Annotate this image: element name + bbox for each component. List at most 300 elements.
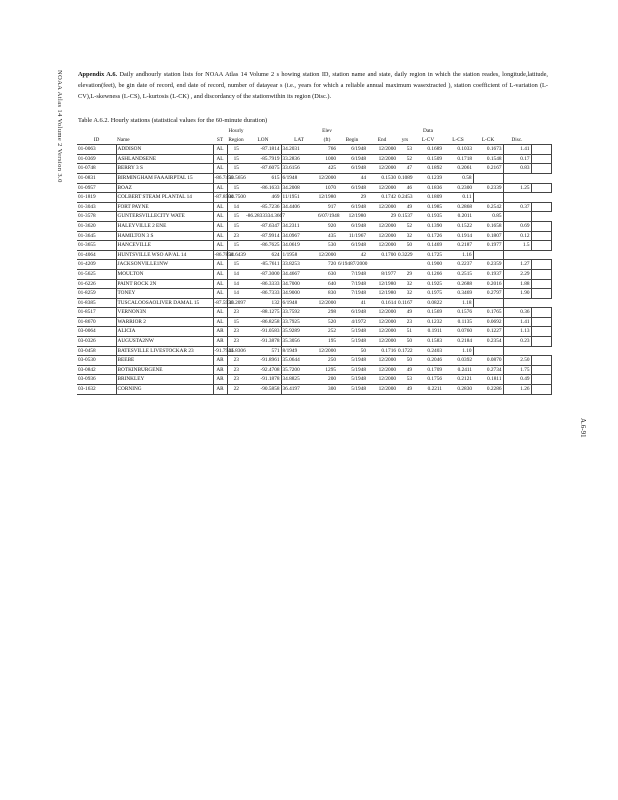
cell-pad [473, 346, 503, 356]
cell-id: 01-3578 [77, 212, 116, 222]
cell-st: AL [213, 231, 227, 241]
cell-region: 23 [227, 337, 245, 347]
cell-elev: 300 [317, 385, 337, 395]
table-row [77, 385, 551, 395]
cell-yrs: 49 [397, 365, 413, 375]
cell-lon: -90.5858 [245, 385, 281, 395]
cell-disc: 0.12 [503, 231, 531, 241]
cell-begin: 29 [337, 193, 367, 203]
cell-lcs: 0.2830 [443, 385, 473, 395]
cell-lcv: 0.1725 [413, 250, 443, 260]
cell-yrs: 50 [397, 356, 413, 366]
cell-name: HANCEVILLE [116, 241, 213, 251]
cell-begin: 6/19487/2000 [337, 260, 367, 270]
cell-yrs: 52 [397, 154, 413, 164]
table-row [77, 164, 551, 174]
cell-begin: 5/1948 [337, 385, 367, 395]
cell-elev: 640 [317, 279, 337, 289]
cell-lat: 34.7000 [281, 279, 317, 289]
cell-elev: 252 [317, 327, 337, 337]
cell-name: ADDISON [116, 145, 213, 155]
cell-pad [531, 308, 551, 318]
cell-lat: 33.2836 [281, 154, 317, 164]
cell-id: 01-3043 [77, 202, 116, 212]
cell-yrs: 32 [397, 231, 413, 241]
cell-st: AL [213, 279, 227, 289]
cell-lcs: 0.1576 [443, 308, 473, 318]
cell-disc: 1.41 [503, 317, 531, 327]
cell-end: 29 [367, 212, 397, 222]
cell-lat: 34.2031 [281, 145, 317, 155]
cell-pad [473, 298, 503, 308]
table-row [77, 145, 551, 155]
table-row [77, 193, 551, 203]
cell-elev: 250 [317, 356, 337, 366]
cell-st: -87.5936 [213, 298, 227, 308]
cell-begin: 50 [337, 346, 367, 356]
cell-st: AR [213, 356, 227, 366]
table-header-row-1 [77, 127, 551, 136]
header-data: Data [423, 128, 433, 134]
cell-lat: 34.2008 [281, 183, 317, 193]
cell-disc: 0.37 [503, 202, 531, 212]
header-id: ID [93, 136, 100, 143]
header-lon: LON [257, 136, 269, 143]
cell-begin: 6/1948 [337, 164, 367, 174]
cell-id: 01-0063 [77, 145, 116, 155]
cell-name: BOAZ [116, 183, 213, 193]
cell-lat: 35.0644 [281, 356, 317, 366]
cell-pad [531, 356, 551, 366]
cell-lon: -85.7611 [245, 260, 281, 270]
cell-lat: 8/1949 [281, 346, 317, 356]
stations-table-wrapper [77, 127, 551, 395]
cell-lcs: 0.2515 [443, 269, 473, 279]
cell-name: BATESVILLE LIVESTOCKAR 23 [116, 346, 213, 356]
table-row [77, 221, 551, 231]
cell-end: 12/1980 [367, 289, 397, 299]
cell-st: AL [213, 212, 227, 222]
stations-table [77, 127, 552, 395]
cell-st: AL [213, 317, 227, 327]
cell-lon: -86.3333 [245, 279, 281, 289]
cell-elev: 917 [317, 202, 337, 212]
cell-disc: 0.83 [503, 164, 531, 174]
cell-elev: 630 [317, 269, 337, 279]
cell-begin: 7/1948 [337, 279, 367, 289]
cell-lck: 0.1977 [473, 241, 503, 251]
cell-lon: -85.7919 [245, 154, 281, 164]
cell-lcv: 0.1709 [413, 365, 443, 375]
cell-lcv: 0.1266 [413, 269, 443, 279]
cell-lcv: 0.1985 [413, 202, 443, 212]
header-lat: LAT [294, 136, 304, 143]
cell-yrs: 53 [397, 375, 413, 385]
cell-disc: 1.75 [503, 365, 531, 375]
cell-st: AL [213, 145, 227, 155]
cell-region: 14 [227, 279, 245, 289]
cell-st: AL [213, 183, 227, 193]
cell-lat: 33.7925 [281, 317, 317, 327]
table-row [77, 154, 551, 164]
cell-lcs: 0.2237 [443, 260, 473, 270]
cell-lck: 0.2359 [473, 260, 503, 270]
cell-lcs: 0.2061 [443, 164, 473, 174]
cell-pad [531, 269, 551, 279]
cell-pad [531, 183, 551, 193]
cell-disc: 1.90 [503, 289, 531, 299]
cell-lon: 132 [245, 298, 281, 308]
cell-lcs: 0.1033 [443, 145, 473, 155]
cell-lon: -86.8258 [245, 317, 281, 327]
cell-st: AR [213, 327, 227, 337]
header-hourly: Hourly [228, 128, 244, 134]
cell-elev: 1295 [317, 365, 337, 375]
cell-lat: 35.7200 [281, 365, 317, 375]
cell-region: 15 [227, 164, 245, 174]
cell-disc: 1.88 [503, 279, 531, 289]
cell-yrs: 53 [397, 145, 413, 155]
header-region: Region [228, 136, 244, 143]
cell-elev: 520 [317, 317, 337, 327]
cell-end: 12/2000 [367, 154, 397, 164]
table-title: Table A.6.2. Hourly stations (statistical values for the 60-minute duration) [78, 117, 268, 124]
cell-elev: 530 [317, 241, 337, 251]
cell-begin: 44 [337, 173, 367, 183]
cell-lck: 0.2734 [473, 365, 503, 375]
cell-lcs: 0.2300 [443, 183, 473, 193]
cell-end: 12/2000 [367, 337, 397, 347]
cell-st: AL [213, 221, 227, 231]
cell-id: 01-0831 [77, 173, 116, 183]
cell-lcv: 0.2403 [413, 346, 443, 356]
cell-lcv: 0.1726 [413, 231, 443, 241]
cell-lon: -86.1633 [245, 183, 281, 193]
cell-region: 14 [227, 269, 245, 279]
cell-begin: 6/1948 [337, 154, 367, 164]
cell-lon: 571 [245, 346, 281, 356]
cell-elev: 298 [317, 308, 337, 318]
cell-disc: 0.17 [503, 154, 531, 164]
cell-end: 0.1614 [367, 298, 397, 308]
cell-disc: 1.27 [503, 260, 531, 270]
cell-name: BEEBE [116, 356, 213, 366]
cell-st: AL [213, 202, 227, 212]
cell-yrs: 0.3229 [397, 250, 413, 260]
cell-lck: 0.1658 [473, 221, 503, 231]
cell-begin: 5/1948 [337, 365, 367, 375]
cell-elev: 12/2000 [317, 298, 337, 308]
cell-lon: -87.6347 [245, 221, 281, 231]
cell-lck: 0.2167 [473, 164, 503, 174]
cell-region: 15 [227, 154, 245, 164]
cell-id: 01-4209 [77, 260, 116, 270]
cell-begin: 6/1948 [337, 241, 367, 251]
cell-region: 15 [227, 145, 245, 155]
header-lck: L-CK [481, 136, 495, 143]
cell-end: 12/2000 [367, 183, 397, 193]
cell-yrs: 47 [397, 164, 413, 174]
cell-elev: 6/07/1948 [317, 212, 337, 222]
cell-begin: 4/1972 [337, 317, 367, 327]
table-row [77, 365, 551, 375]
cell-end: 12/2000 [367, 308, 397, 318]
cell-name: TUSCALOOSAOLIVER DAMAL 15 [116, 298, 213, 308]
cell-lat: 1/1958 [281, 250, 317, 260]
cell-region: 15 [227, 260, 245, 270]
cell-end: 8/1977 [367, 269, 397, 279]
table-row [77, 173, 551, 183]
cell-name: FORT PAYNE [116, 202, 213, 212]
cell-region: 15 [227, 241, 245, 251]
cell-region: 15 [227, 317, 245, 327]
cell-begin: 41 [337, 298, 367, 308]
cell-end: 12/2000 [367, 241, 397, 251]
cell-begin: 5/1948 [337, 356, 367, 366]
cell-end: 12/2000 [367, 145, 397, 155]
table-row [77, 317, 551, 327]
cell-lcv: 0.1390 [413, 221, 443, 231]
cell-pad [531, 337, 551, 347]
cell-name: PAINT ROCK 2N [116, 279, 213, 289]
cell-lcs: 0.11 [443, 193, 473, 203]
cell-id: 01-3645 [77, 231, 116, 241]
cell-pad [531, 164, 551, 174]
cell-pad [473, 250, 503, 260]
cell-pad [531, 154, 551, 164]
cell-pad [531, 241, 551, 251]
cell-disc: 2.29 [503, 269, 531, 279]
cell-disc: 2.50 [503, 356, 531, 366]
cell-st: AR [213, 365, 227, 375]
cell-end: 12/2000 [367, 385, 397, 395]
cell-end: 0.1742 [367, 193, 397, 203]
cell-st: -86.7450 [213, 173, 227, 183]
cell-lat: 34.4667 [281, 269, 317, 279]
cell-lcv: 0.2211 [413, 385, 443, 395]
cell-elev: 1070 [317, 183, 337, 193]
cell-yrs: 0.2453 [397, 193, 413, 203]
cell-id: 01-8259 [77, 289, 116, 299]
cell-begin: 11/1967 [337, 231, 367, 241]
cell-begin: 6/1948 [337, 145, 367, 155]
cell-id: 03-0936 [77, 375, 116, 385]
cell-id: 01-0369 [77, 154, 116, 164]
table-header-row-2 [77, 136, 551, 145]
table-row [77, 212, 551, 222]
cell-name: BOTKINBURGENE [116, 365, 213, 375]
cell-lcs: 0.58 [443, 173, 473, 183]
cell-yrs: 0.1167 [397, 298, 413, 308]
cell-lat: 34.0967 [281, 231, 317, 241]
cell-lcs: 0.2184 [443, 337, 473, 347]
cell-end: 12/2000 [367, 327, 397, 337]
cell-st: -86.7858 [213, 250, 227, 260]
cell-lon: -86.7333 [245, 289, 281, 299]
cell-name: HUNTSVILLE WSO AP/AL 14 [116, 250, 213, 260]
cell-lat: 11/1951 [281, 193, 317, 203]
cell-disc: 0.69 [503, 221, 531, 231]
cell-pad [531, 231, 551, 241]
cell-yrs: 32 [397, 279, 413, 289]
cell-pad [531, 279, 551, 289]
header-lcv: L-CV [421, 136, 435, 143]
cell-name: ALICIA [116, 327, 213, 337]
cell-lat: 35.3056 [281, 337, 317, 347]
cell-id: 03-1632 [77, 385, 116, 395]
cell-lck: 0.1937 [473, 269, 503, 279]
table-row [77, 183, 551, 193]
cell-lcv: 0.1583 [413, 337, 443, 347]
header-end: End [377, 136, 387, 143]
cell-disc: 1.5 [503, 241, 531, 251]
cell-name: JACKSONVILLE1NW [116, 260, 213, 270]
cell-pad [531, 145, 551, 155]
header-begin: Begin [345, 136, 359, 143]
cell-elev: 830 [317, 289, 337, 299]
cell-begin: 7/1948 [337, 269, 367, 279]
cell-name: HAMILTON 3 S [116, 231, 213, 241]
cell-id: 01-8385 [77, 298, 116, 308]
cell-lon: -91.8961 [245, 356, 281, 366]
cell-elev: 435 [317, 231, 337, 241]
cell-end: 12/2000 [367, 164, 397, 174]
cell-lck: 0.2542 [473, 202, 503, 212]
cell-lon: -87.1814 [245, 145, 281, 155]
cell-end: 12/1980 [367, 279, 397, 289]
cell-lcv: 0.2046 [413, 356, 443, 366]
cell-lon: -86.2833334.3667 [245, 212, 281, 222]
cell-lcs: 0.2868 [443, 202, 473, 212]
cell-st: AL [213, 241, 227, 251]
cell-lon: -91.0583 [245, 327, 281, 337]
cell-lat: 33.7592 [281, 308, 317, 318]
cell-lcs: 0.2688 [443, 279, 473, 289]
cell-end [367, 260, 397, 270]
cell-yrs: 50 [397, 241, 413, 251]
cell-yrs: 49 [397, 202, 413, 212]
cell-begin: 6/1948 [337, 221, 367, 231]
cell-id: 01-5625 [77, 269, 116, 279]
cell-st: AL [213, 154, 227, 164]
cell-lck: 0.85 [473, 212, 503, 222]
cell-pad [473, 193, 503, 203]
cell-begin: 42 [337, 250, 367, 260]
cell-st: AL [213, 164, 227, 174]
cell-lon: 624 [245, 250, 281, 260]
cell-pad [473, 173, 503, 183]
cell-name: BRINKLEY [116, 375, 213, 385]
cell-st: AL [213, 308, 227, 318]
cell-st: -87.8500 [213, 193, 227, 203]
cell-name: HALEYVILLE 2 ENE [116, 221, 213, 231]
cell-pad [531, 221, 551, 231]
cell-yrs: 52 [397, 221, 413, 231]
table-row [77, 375, 551, 385]
cell-region: 14 [227, 289, 245, 299]
cell-disc: 1.26 [503, 385, 531, 395]
cell-id: 01-0957 [77, 183, 116, 193]
cell-lcs: 0.1718 [443, 154, 473, 164]
header-st: ST [216, 136, 224, 143]
cell-lcv: 0.1892 [413, 164, 443, 174]
cell-id: 01-1819 [77, 193, 116, 203]
cell-region: 23 [227, 365, 245, 375]
cell-end: 12/2000 [367, 202, 397, 212]
cell-disc: 1.13 [503, 327, 531, 337]
table-row [77, 356, 551, 366]
cell-lat: 34.2311 [281, 221, 317, 231]
cell-lat: 34.9000 [281, 289, 317, 299]
cell-pad [531, 365, 551, 375]
cell-id: 03-0530 [77, 356, 116, 366]
cell-begin: 6/1948 [337, 183, 367, 193]
cell-id: 01-6226 [77, 279, 116, 289]
cell-yrs: 0.1537 [397, 212, 413, 222]
cell-lat: 6/1948 [281, 173, 317, 183]
cell-lcs: 1.10 [443, 346, 473, 356]
cell-pad [503, 212, 531, 222]
cell-region: 23 [227, 327, 245, 337]
cell-id: 03-0458 [77, 346, 116, 356]
cell-yrs: 0.1722 [397, 346, 413, 356]
cell-pad [531, 327, 551, 337]
cell-end: 12/2000 [367, 375, 397, 385]
cell-lon: -87.9914 [245, 231, 281, 241]
cell-lat: 36.4197 [281, 385, 317, 395]
cell-lck: 0.2339 [473, 183, 503, 193]
cell-lon: -88.1275 [245, 308, 281, 318]
cell-lck: 0.1811 [473, 375, 503, 385]
cell-name: AUGUSTA2NW [116, 337, 213, 347]
cell-region: 22 [227, 385, 245, 395]
cell-name: BIRMINGHAM FAAAIRPTAL 15 [116, 173, 213, 183]
cell-disc: 0.23 [503, 337, 531, 347]
cell-lon: -91.1878 [245, 375, 281, 385]
running-header: NOAA Atlas 14 Volume 2 Version 3.0 [56, 70, 63, 183]
cell-lck: 0.1548 [473, 154, 503, 164]
cell-begin: 7/1948 [337, 289, 367, 299]
cell-pad [531, 375, 551, 385]
cell-lcs: 0.2121 [443, 375, 473, 385]
cell-lcs: 0.2011 [443, 212, 473, 222]
cell-lat: 34.4406 [281, 202, 317, 212]
cell-lcv: 0.1975 [413, 289, 443, 299]
cell-region: 34.6439 [227, 250, 245, 260]
cell-name: MOULTON [116, 269, 213, 279]
cell-elev: 195 [317, 337, 337, 347]
cell-lon: -86.7625 [245, 241, 281, 251]
header-elev-ft: (ft) [323, 136, 331, 143]
cell-end: 0.1530 [367, 173, 397, 183]
cell-begin: 5/1948 [337, 337, 367, 347]
cell-lcv: 0.1935 [413, 212, 443, 222]
cell-name: WARRIOR 2 [116, 317, 213, 327]
cell-lcv: 0.1469 [413, 241, 443, 251]
cell-elev: 425 [317, 164, 337, 174]
cell-yrs: 49 [397, 385, 413, 395]
cell-end: 12/2000 [367, 356, 397, 366]
cell-region: 23 [227, 375, 245, 385]
cell-disc: 1.41 [503, 145, 531, 155]
cell-lat: 34.8825 [281, 375, 317, 385]
cell-lcv: 0.1756 [413, 375, 443, 385]
cell-region: 15 [227, 221, 245, 231]
cell-st: AL [213, 260, 227, 270]
cell-pad [531, 317, 551, 327]
cell-disc: 0.36 [503, 308, 531, 318]
cell-region: 34.7500 [227, 193, 245, 203]
